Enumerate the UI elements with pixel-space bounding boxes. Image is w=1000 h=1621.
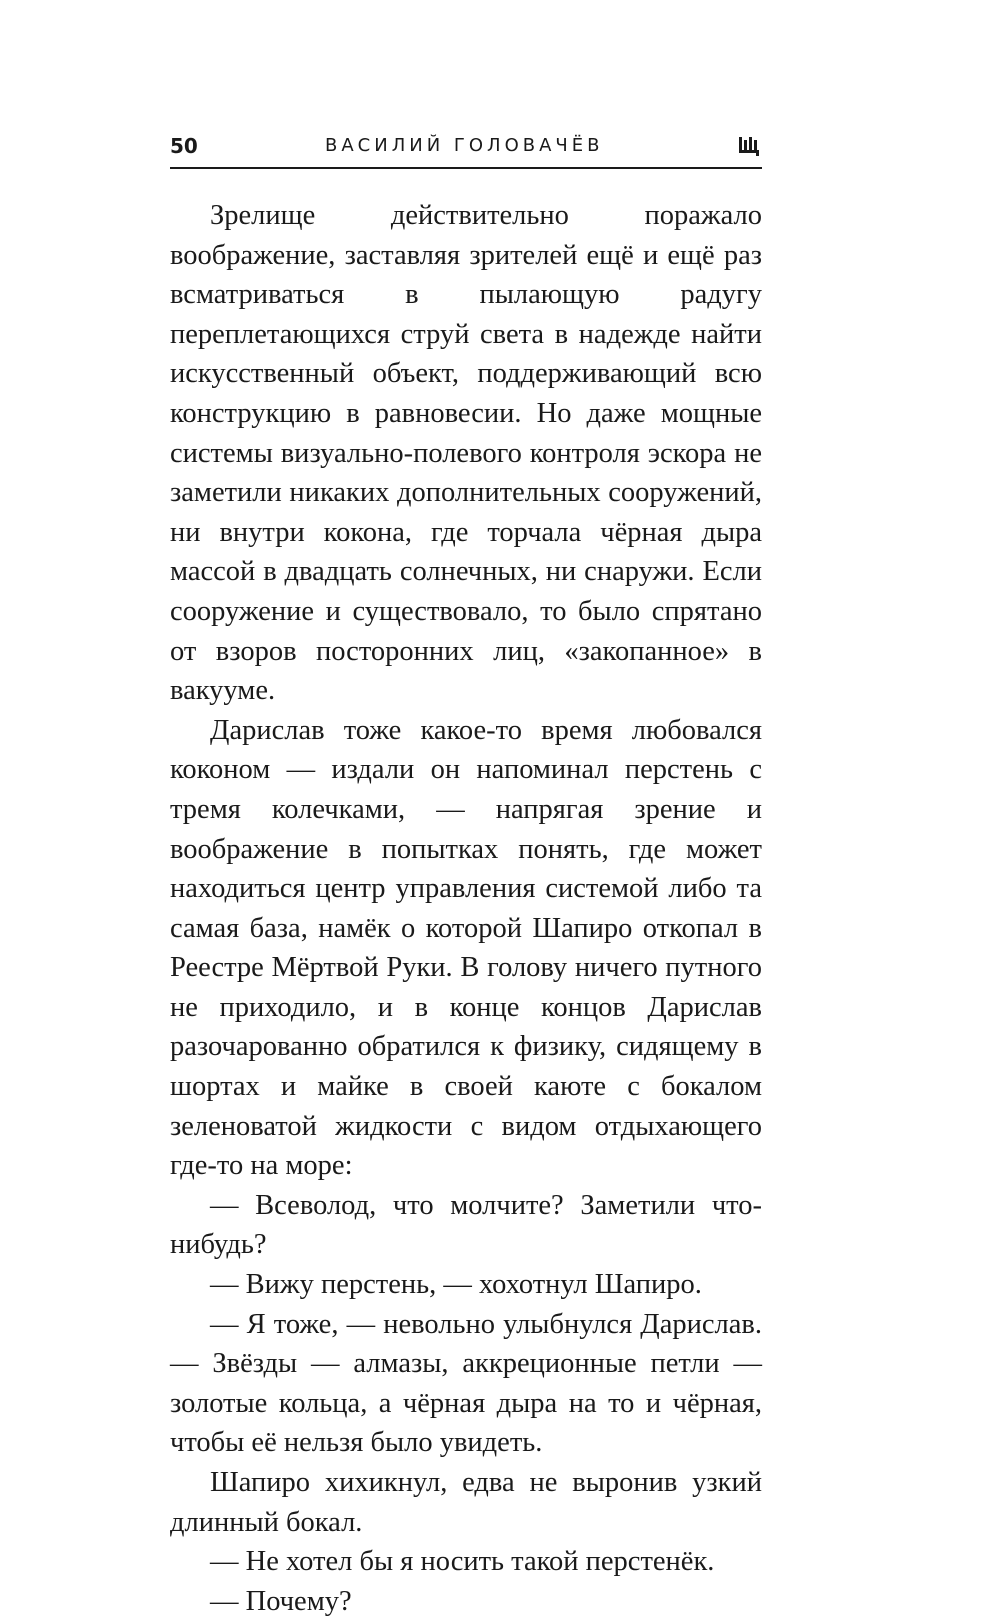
dialogue-line: — Всеволод, что молчите? Заметили что-нибудь? xyxy=(170,1189,762,1261)
author-name: ВАСИЛИЙ ГОЛОВАЧЁВ xyxy=(325,135,604,156)
body-text xyxy=(170,196,762,1621)
dialogue-line: — Почему? xyxy=(210,1585,352,1617)
dialogue-line: — Вижу перстень, — хохотнул Шапиро. xyxy=(210,1269,702,1301)
publisher-logo-icon xyxy=(738,135,760,157)
page-number: 50 xyxy=(170,134,198,158)
paragraph: Дарислав тоже какое-то время любовался коконом — издали он напоминал перстень с тремя колечками, — напрягая зрение и воображение в попытках понять, где может находиться центр управления системой либо та самая база, намёк о которой Шапиро откопал в Реестре Мёртвой Руки. В голову ничего путного не приходило, и в конце концов Дарислав разочарованно обратился к физику, сидящему в шортах и майке в своей каюте с бокалом зеленоватой жидкости с видом отдыхающего где-то на море: xyxy=(170,714,762,1182)
paragraph: Зрелище действительно поражало воображение, заставляя зрителей ещё и ещё раз всматриваться в пылающую радугу переплетающихся струй света в надежде найти искусственный объект, поддерживающий всю конструкцию в равновесии. Но даже мощные системы визуально-полевого контроля эскора не заметили никаких дополнительных сооружений, ни внутри кокона, где торчала чёрная дыра массой в двадцать солнечных, ни снаружи. Если сооружение и существовало, то было спрятано от взоров посторонних лиц, «закопанное» в вакууме. xyxy=(170,200,762,707)
dialogue-line: — Не хотел бы я носить такой перстенёк. xyxy=(210,1546,715,1578)
dialogue-line: — Я тоже, — невольно улыбнулся Дарислав. — Звёзды — алмазы, аккреционные петли — золотые кольца, а чёрная дыра на то и чёрная, чтобы её нельзя было увидеть. xyxy=(170,1308,762,1459)
running-head xyxy=(170,131,762,169)
paragraph: Шапиро хихикнул, едва не выронив узкий длинный бокал. xyxy=(170,1467,762,1538)
